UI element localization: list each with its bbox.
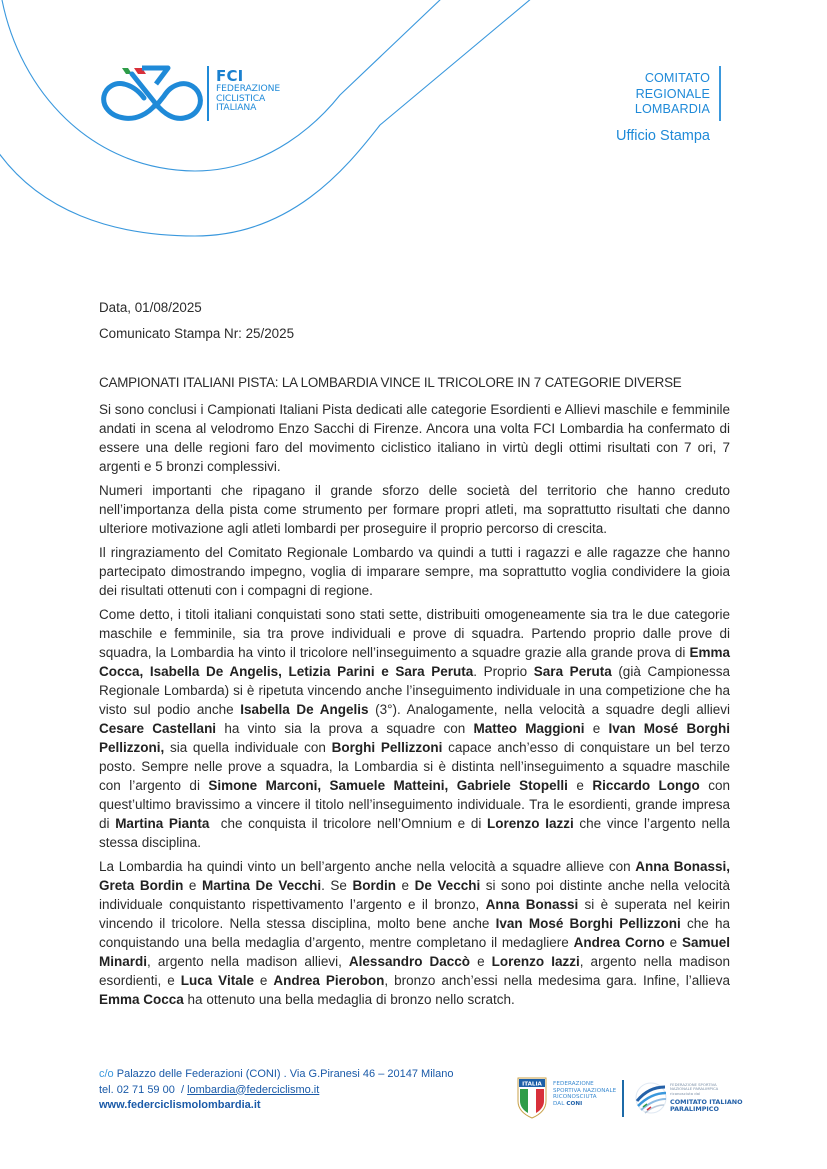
paragraph: Si sono conclusi i Campionati Italiani Pista dedicati alle categorie Esordienti e Allievi maschile e femminile andati in scena al velodromo Enzo Sacchi di Firenze. Ancora una volta FCI Lombardia ha confermato di essere una delle regioni faro del movimento ciclistico italiano in virtù degli ottimi risultati con 7 ori, 7 argenti e 5 bronzi complessivi. <box>99 402 730 474</box>
website-link[interactable]: www.federciclismolombardia.it <box>99 1099 261 1111</box>
athlete-name: Lorenzo Iazzi <box>491 954 580 969</box>
athlete-name: Alessandro Daccò <box>348 954 471 969</box>
footer-phone: tel. 02 71 59 00 / <box>99 1083 188 1096</box>
athlete-name: Borghi Pellizzoni <box>331 740 443 755</box>
athlete-name: Anna Bonassi <box>485 897 579 912</box>
athlete-name: Lorenzo Iazzi <box>487 816 574 831</box>
paragraph: Come detto, i titoli italiani conquistati sono stati sette, distribuiti omogeneamente sia tra le due categorie maschile e femminile, sia tra prove individuali e prove di squadra. Partendo proprio dalle prove di squadra, la Lombardia ha vinto il tricolore nell’inseguimento a squadre grazie alla grande prova di Emma Cocca, Isabella De Angelis, Letizia Parini e Sara Peruta. Proprio Sara Peruta (già Campionessa Regionale Lombarda) si è ripetuta vincendo anche l’inseguimento individuale in una competizione che ha visto sul podio anche Isabella De Angelis (3°). Analogamente, nella velocità a squadre degli allievi Cesare Castellani ha vinto sia la prova a squadre con Matteo Maggioni e Ivan Mosé Borghi Pellizzoni, sia quella individuale con Borghi Pellizzoni capace anch’esso di conquistare un bel terzo posto. Sempre nelle prove a squadra, la Lombardia si è distinta nell’inseguimento a squadre maschile con l’argento di Simone Marconi, Samuele Matteini, Gabriele Stopelli e Riccardo Longo con quest’ultimo bravissimo a vincere il titolo nell’inseguimento individuale. Tra le esordienti, grande impresa di Martina Pianta che conquista il tricolore nell’Omnium e di Lorenzo Iazzi che vince l’argento nella stessa disciplina. <box>99 607 731 850</box>
athlete-names: Anna Bonassi, Greta Bordin <box>99 859 730 893</box>
athlete-name: Cesare Castellani <box>99 721 217 736</box>
email-link[interactable]: lombardia@federciclismo.it <box>187 1083 320 1096</box>
committee-line: COMITATO <box>644 71 710 85</box>
paragraph: Il ringraziamento del Comitato Regionale Lombardo va quindi a tutti i ragazzi e alle ragazze che hanno partecipato dimostrando impegno, voglia di imparare sempre, ma soprattutto voglia condividere la gioia dei risultati ottenuti con i compagni di regione. <box>99 545 730 598</box>
paragraph: Numeri importanti che ripagano il grande sforzo delle società del territorio che hanno creduto nell’importanza della pista come strumento per formare propri atleti, ma soprattutto risultati che danno ulteriore motivazione agli atleti lombardi per proseguire il proprio percorso di crescita. <box>99 483 730 536</box>
athlete-name: Riccardo Longo <box>592 778 700 793</box>
svg-text:ITALIA: ITALIA <box>522 1081 542 1088</box>
logo-divider <box>207 66 209 121</box>
athlete-name: Matteo Maggioni <box>473 721 585 736</box>
athlete-name: Samuel Minardi <box>99 935 730 969</box>
release-date: Data, 01/08/2025 <box>99 300 202 315</box>
fci-name-line: FEDERAZIONE <box>216 83 281 94</box>
athlete-name: Luca Vitale <box>180 973 254 988</box>
athlete-name: Isabella De Angelis <box>240 702 369 717</box>
athlete-name: De Vecchi <box>414 878 481 893</box>
fci-bicycle-logo-icon <box>98 60 208 126</box>
committee-name <box>635 71 710 118</box>
athlete-name: Bordin <box>352 878 396 893</box>
athlete-name: Emma Cocca <box>99 992 184 1007</box>
athlete-names: Emma Cocca, Isabella De Angelis, Letizia Parini e Sara Peruta <box>99 645 730 679</box>
release-number: Comunicato Stampa Nr: 25/2025 <box>99 326 295 341</box>
fci-abbr: FCI <box>216 67 244 85</box>
coni-recognition-text: FEDERAZIONE SPORTIVA NAZIONALE RICONOSCIUTA DAL CONI <box>553 1081 617 1107</box>
footer-phone-email <box>99 1083 453 1099</box>
committee-line: LOMBARDIA <box>634 102 710 116</box>
page-title: CAMPIONATI ITALIANI PISTA: LA LOMBARDIA VINCE IL TRICOLORE IN 7 CATEGORIE DIVERSE <box>99 375 682 390</box>
paragraph: La Lombardia ha quindi vinto un bell’argento anche nella velocità a squadre allieve con Anna Bonassi, Greta Bordin e Martina De Vecchi. Se Bordin e De Vecchi si sono poi distinte anche nella velocità individuale conquistanto rispettivamento l’argento e il bronzo, Anna Bonassi si è superata nel keirin vincendo il tricolore. Nella stessa disciplina, molto bene anche Ivan Mosé Borghi Pellizzoni che ha conquistando una bella medaglia d’argento, mentre completano il medagliere Andrea Corno e Samuel Minardi, argento nella madison allievi, Alessandro Daccò e Lorenzo Iazzi, argento nella madison esordienti, e Luca Vitale e Andrea Pierobon, bronzo anch’essi nella medesima gara. Infine, l’allieva Emma Cocca ha ottenuto una bella medaglia di bronzo nello scratch. <box>99 859 731 1007</box>
press-release-body <box>99 400 730 1014</box>
fci-name-line: CICLISTICA <box>216 92 266 104</box>
press-office-label: Ufficio Stampa <box>615 128 710 144</box>
athlete-name: Martina De Vecchi <box>201 878 322 893</box>
committee-line: REGIONALE <box>635 86 710 101</box>
cip-recognition-text: FEDERAZIONE SPORTIVA NAZIONALE PARALIMPICA riconosciuta dal COMITATO ITALIANO PARALIMPICO <box>670 1082 743 1114</box>
sponsor-divider <box>622 1080 624 1117</box>
athlete-name: Andrea Pierobon <box>273 973 385 988</box>
athlete-names: Simone Marconi, Samuele Matteini, Gabriele Stopelli <box>208 778 568 793</box>
athlete-name: Sara Peruta <box>533 664 612 679</box>
athlete-name: Ivan Mosé Borghi Pellizzoni, <box>99 721 731 755</box>
footer-address: c/o Palazzo delle Federazioni (CONI) . Via G.Piranesi 46 – 20147 Milano <box>99 1068 454 1080</box>
athlete-name: Martina Pianta <box>115 816 210 831</box>
footer-contact <box>99 1067 453 1114</box>
committee-divider <box>719 66 721 121</box>
athlete-name: Andrea Corno <box>573 935 665 950</box>
fci-wordmark <box>216 68 280 113</box>
athlete-name: Ivan Mosé Borghi Pellizzoni <box>495 916 681 931</box>
fci-name-line: ITALIANA <box>216 102 257 114</box>
